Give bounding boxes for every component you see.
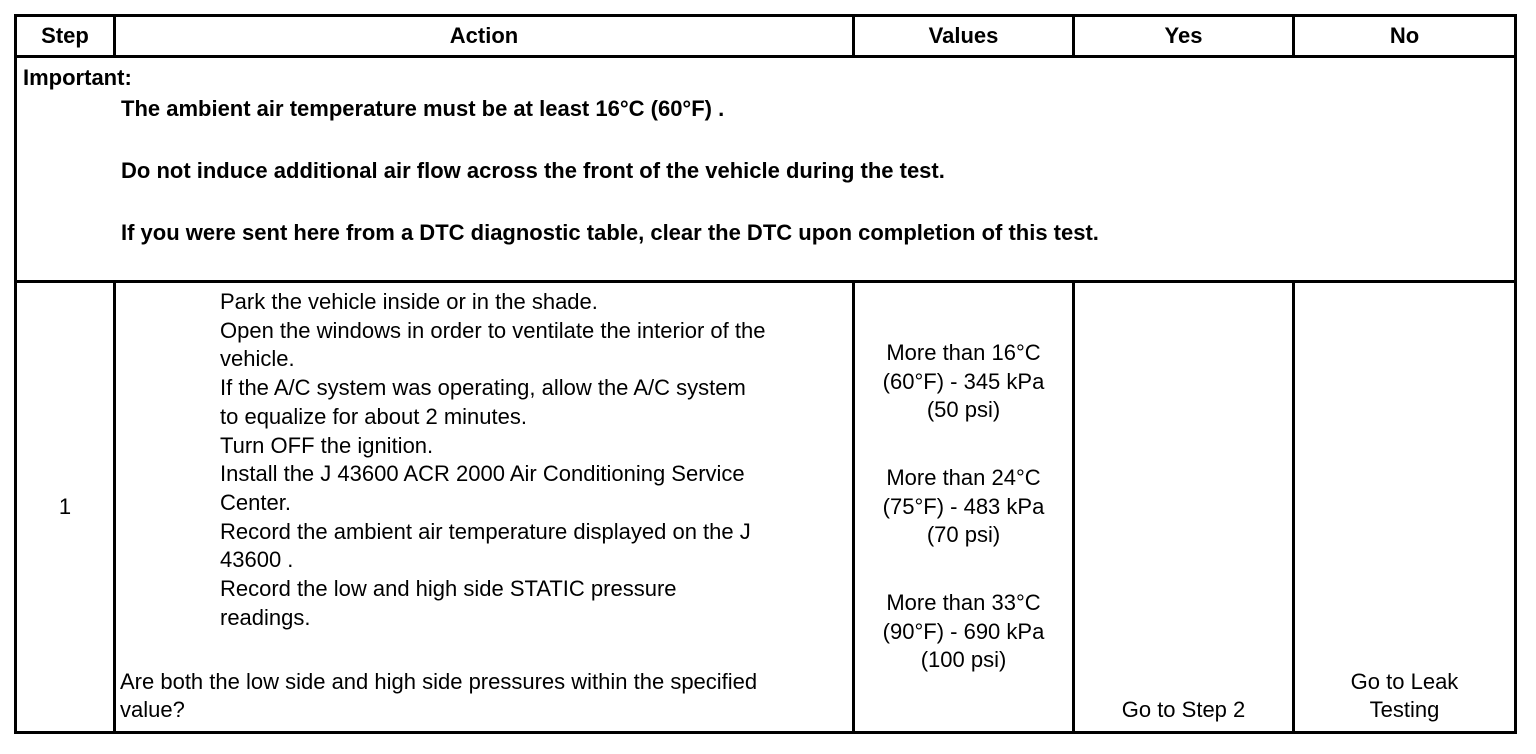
action-line: Record the ambient air temperature displayed on the J	[220, 518, 751, 544]
important-note-airflow: Do not induce additional air flow across the front of the vehicle during the test.	[121, 158, 945, 183]
question-line: value?	[120, 697, 185, 723]
header-step: Step	[16, 16, 115, 57]
action-line: Open the windows in order to ventilate the interior of the	[220, 317, 766, 343]
step-row	[16, 282, 1516, 733]
diagnostic-table	[14, 14, 1517, 734]
header-values: Values	[854, 16, 1074, 57]
action-cell	[115, 282, 854, 733]
header-row	[16, 16, 1516, 57]
value-line: (50 psi)	[926, 397, 1001, 423]
important-cell	[16, 57, 1516, 282]
no-line: Go to Leak	[1350, 668, 1459, 694]
value-spec-33c	[855, 589, 1072, 675]
step-number: 1	[16, 282, 115, 733]
important-row	[16, 57, 1516, 282]
important-label: Important:	[23, 65, 132, 90]
values-cell	[854, 282, 1074, 733]
action-instructions	[220, 288, 850, 632]
value-line: (75°F) - 483 kPa	[882, 493, 1045, 519]
action-line: Turn OFF the ignition.	[220, 432, 434, 458]
value-line: (100 psi)	[920, 647, 1007, 673]
action-line: readings.	[220, 604, 311, 630]
no-line: Testing	[1369, 697, 1440, 723]
action-line: 43600 .	[220, 547, 294, 573]
value-line: (90°F) - 690 kPa	[882, 618, 1045, 644]
important-note-temperature: The ambient air temperature must be at least 16°C (60°F) .	[121, 96, 725, 121]
action-line: vehicle.	[220, 346, 295, 372]
question-line: Are both the low side and high side pressures within the specified	[120, 668, 758, 694]
go-to-step-2-link[interactable]: Go to Step 2	[1121, 697, 1246, 723]
value-line: (70 psi)	[926, 522, 1001, 548]
yes-cell	[1074, 282, 1294, 733]
value-line: More than 33°C	[886, 590, 1041, 615]
header-no: No	[1294, 16, 1516, 57]
no-cell	[1294, 282, 1516, 733]
action-line: If the A/C system was operating, allow the A/C system	[220, 375, 746, 401]
important-note-dtc: If you were sent here from a DTC diagnostic table, clear the DTC upon completion of this test.	[121, 220, 1099, 245]
value-line: (60°F) - 345 kPa	[882, 368, 1045, 394]
go-to-leak-testing-link[interactable]	[1295, 668, 1514, 725]
action-line: Center.	[220, 489, 291, 515]
action-line: Install the J 43600 ACR 2000 Air Conditioning Service	[220, 461, 745, 487]
value-line: More than 16°C	[886, 340, 1041, 365]
value-spec-24c	[855, 464, 1072, 550]
header-action: Action	[115, 16, 854, 57]
action-question	[120, 668, 848, 725]
action-line: Record the low and high side STATIC pressure	[220, 576, 677, 602]
action-line: to equalize for about 2 minutes.	[220, 403, 527, 429]
value-spec-16c	[855, 339, 1072, 425]
value-line: More than 24°C	[886, 465, 1041, 490]
action-line: Park the vehicle inside or in the shade.	[220, 289, 598, 314]
header-yes: Yes	[1074, 16, 1294, 57]
